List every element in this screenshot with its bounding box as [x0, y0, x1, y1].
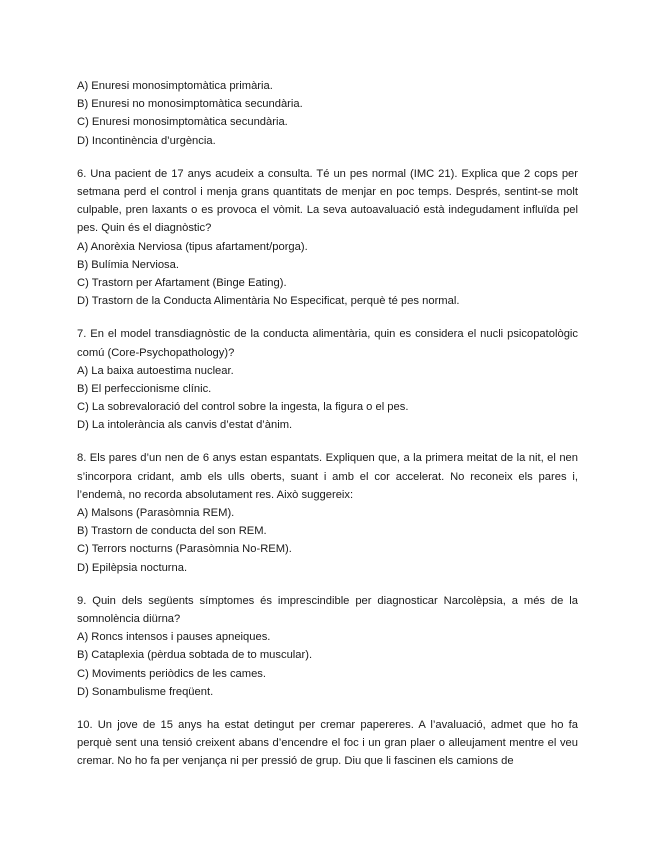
question-stem: 7. En el model transdiagnòstic de la conducta alimentària, quin es considera el nucli psicopatològic comú (Core-Psychopathology)?: [77, 328, 578, 359]
option-d: D) Epilèpsia nocturna.: [77, 561, 188, 574]
option-a: A) La baixa autoestima nuclear.: [77, 364, 234, 377]
option-d: D) Incontinència d’urgència.: [77, 134, 216, 147]
option-b: B) El perfeccionisme clínic.: [77, 382, 212, 395]
question-10: [77, 716, 578, 771]
option-d: D) La intolerància als canvis d’estat d’ànim.: [77, 419, 293, 432]
document-page: [77, 77, 578, 786]
option-c: C) Trastorn per Afartament (Binge Eating).: [77, 276, 287, 289]
question-stem: 9. Quin dels següents símptomes és imprescindible per diagnosticar Narcolèpsia, a més de la somnolència diürna?: [77, 594, 578, 626]
question-7: [77, 325, 578, 434]
option-a: A) Malsons (Parasòmnia REM).: [77, 507, 235, 520]
option-c: C) Moviments periòdics de les cames.: [77, 667, 267, 680]
option-a: A) Enuresi monosimptomàtica primària.: [77, 80, 273, 92]
option-d: D) Trastorn de la Conducta Alimentària No Especificat, perquè té pes normal.: [77, 295, 460, 308]
option-b: B) Cataplexia (pèrdua sobtada de to muscular).: [77, 649, 313, 662]
option-b: B) Enuresi no monosimptomàtica secundària.: [77, 98, 303, 111]
option-a: A) Roncs intensos i pauses apneiques.: [77, 631, 271, 644]
question-stem: 10. Un jove de 15 anys ha estat detingut per cremar papereres. A l’avaluació, admet que ho fa perquè sent una tensió creixent abans d’encendre el foc i un gran plaer o alleujament mentre el veu cremar. No ho fa per venjança ni per pressió de grup. Diu que li fascinen els camions de: [77, 718, 578, 768]
option-b: B) Trastorn de conducta del son REM.: [77, 525, 267, 538]
option-a: A) Anorèxia Nerviosa (tipus afartament/porga).: [77, 240, 308, 253]
question-6: [77, 165, 578, 311]
option-c: C) Terrors nocturns (Parasòmnia No-REM).: [77, 543, 292, 556]
option-b: B) Bulímia Nerviosa.: [77, 258, 179, 271]
intro-options: [77, 77, 578, 150]
question-stem: 6. Una pacient de 17 anys acudeix a consulta. Té un pes normal (IMC 21). Explica que 2 cops per setmana perd el control i menja grans quantitats de menjar en poc temps. Després, sentint-se molt culpable, pren laxants o es provoca el vòmit. La seva autoavaluació està indegudament influïda pel pes. Quin és el diagnòstic?: [77, 167, 578, 235]
option-c: C) La sobrevaloració del control sobre la ingesta, la figura o el pes.: [77, 401, 409, 414]
option-c: C) Enuresi monosimptomàtica secundària.: [77, 116, 288, 129]
question-8: [77, 449, 578, 576]
question-stem: 8. Els pares d’un nen de 6 anys estan espantats. Expliquen que, a la primera meitat de la nit, el nen s’incorpora cridant, amb els ulls oberts, suant i amb el cor accelerat. No reconeix els pares i, l’endemà, no recorda absolutament res. Això suggereix:: [77, 452, 578, 501]
option-d: D) Sonambulisme freqüent.: [77, 685, 214, 698]
question-9: [77, 592, 578, 701]
